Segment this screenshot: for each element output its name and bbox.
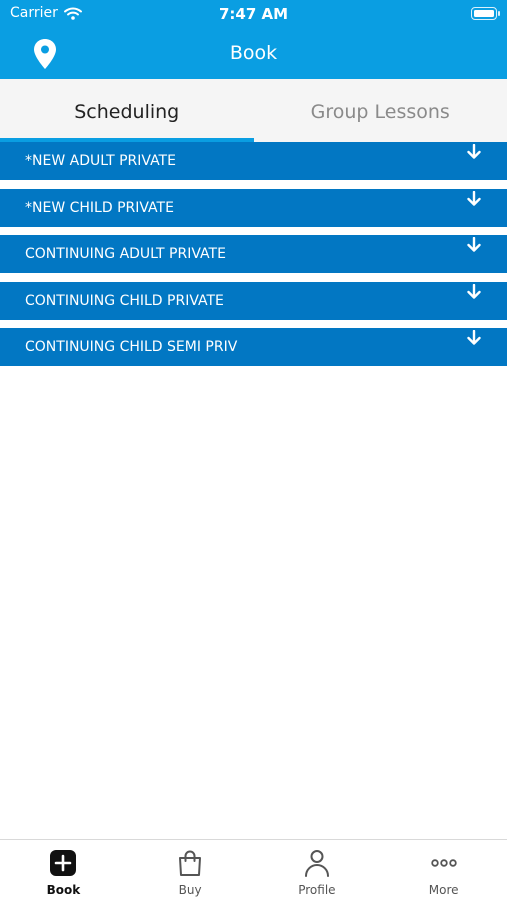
bottom-tab-label: More [428, 883, 459, 897]
arrow-down-icon [466, 330, 482, 346]
arrow-down-icon [466, 284, 482, 300]
list-item[interactable] [0, 142, 507, 180]
bottom-tab-bar [0, 839, 507, 900]
status-time: 7:47 AM [218, 5, 289, 23]
bottom-tab-more[interactable] [380, 840, 507, 900]
list-item[interactable] [0, 282, 507, 320]
list-item-label: CONTINUING CHILD PRIVATE [25, 292, 224, 309]
arrow-down-icon [466, 237, 482, 253]
battery-icon [471, 7, 497, 20]
plus-square-icon [49, 849, 77, 877]
bottom-tab-label: Profile [298, 883, 336, 897]
list-item-label: CONTINUING CHILD SEMI PRIV [25, 339, 238, 355]
carrier-label: Carrier [10, 5, 58, 21]
more-dots-icon [430, 849, 458, 877]
bottom-tab-label: Buy [178, 883, 202, 897]
arrow-down-icon [466, 144, 482, 160]
list-item-label: *NEW ADULT PRIVATE [25, 153, 176, 169]
tab-group-lessons[interactable]: Group Lessons [310, 101, 450, 123]
tab-scheduling[interactable]: Scheduling [0, 79, 254, 142]
list-item[interactable] [0, 235, 507, 273]
list-item[interactable] [0, 189, 507, 227]
arrow-down-icon [466, 191, 482, 207]
bottom-tab-profile[interactable] [254, 840, 381, 900]
page-title: Book [229, 42, 278, 64]
bottom-tab-label: Book [46, 883, 81, 897]
list-item-label: CONTINUING ADULT PRIVATE [25, 246, 226, 262]
bottom-tab-buy[interactable] [127, 840, 254, 900]
shopping-bag-icon [176, 849, 204, 877]
person-icon [303, 849, 331, 877]
list-item[interactable] [0, 328, 507, 366]
segment-tabs [0, 79, 507, 142]
list-item-label: *NEW CHILD PRIVATE [25, 199, 174, 216]
nav-bar [0, 28, 507, 79]
status-bar [0, 0, 507, 28]
service-list [0, 142, 507, 375]
bottom-tab-book[interactable] [0, 840, 127, 900]
